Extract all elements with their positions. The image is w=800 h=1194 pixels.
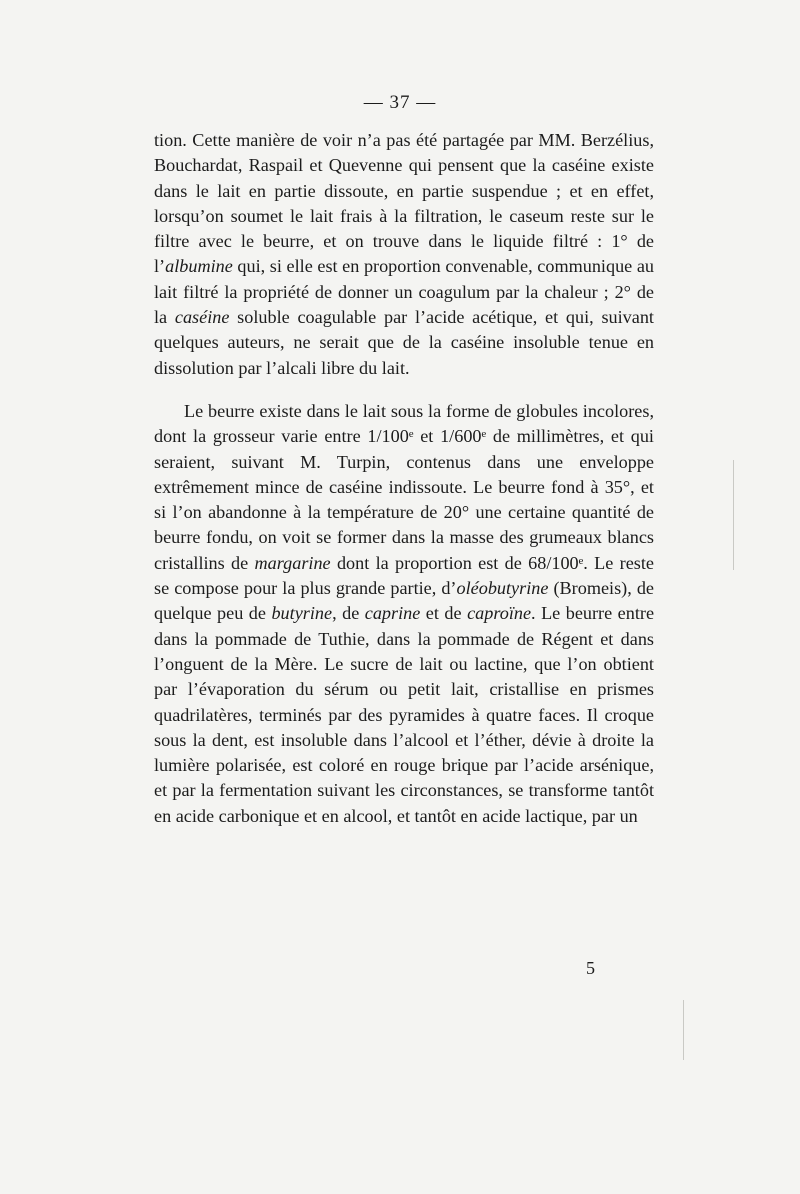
italic-term: butyrine xyxy=(271,603,333,624)
paper-mark xyxy=(683,1000,684,1060)
paper-mark xyxy=(733,460,734,570)
paragraph xyxy=(154,399,654,829)
body-text xyxy=(154,128,654,829)
text-run: dont la proportion est de 68/100ᵉ. Le reste se compose pour la plus grande partie, d’ xyxy=(154,552,654,599)
signature-mark: 5 xyxy=(586,958,595,978)
paragraph xyxy=(154,128,654,381)
text-run: , de xyxy=(332,603,365,624)
italic-term: margarine xyxy=(254,552,331,573)
text-run: tion. Cette manière de voir n’a pas été partagée par MM. Berzélius, Bouchardat, Raspail et Quevenne qui pensent que la caséine existe dans le lait en partie dissoute, en partie suspendue ; et en effet, lorsqu’on soumet le lait frais à la filtration, le caseum reste sur le filtre avec le beurre, et on trouve dans le liquide filtré : 1° de l’ xyxy=(154,130,654,277)
italic-term: albumine xyxy=(165,256,233,277)
italic-term: caséine xyxy=(174,307,230,328)
text-run: qui, si elle est en proportion convenable, communique au lait filtré la propriété de donner un coagulum par la chaleur ; 2° de la xyxy=(154,256,654,328)
italic-term: caproïne xyxy=(467,603,532,624)
page-number: — 37 — xyxy=(363,92,437,113)
text-run: soluble coagulable par l’acide acétique, et qui, suivant quelques auteurs, ne serait que de la caséine insoluble tenue en dissolution par l’alcali libre du lait. xyxy=(154,307,654,378)
text-run: Le beurre existe dans le lait sous la forme de globules incolores, dont la grosseur varie entre 1/100ᵉ et 1/600ᵉ de millimètres, et qui seraient, suivant M. Turpin, contenus dans une enveloppe extrêmement mince de caséine indissoute. Le beurre fond à 35°, et si l’on abandonne à la température de 20° une certaine quantité de beurre fondu, on voit se former dans la masse des grumeaux blancs cristallins de xyxy=(154,400,654,573)
italic-term: caprine xyxy=(364,603,421,624)
text-run: et de xyxy=(420,603,468,624)
text-run: (Bromeis), de quelque peu de xyxy=(154,578,654,624)
text-run: . Le beurre entre dans la pommade de Tuthie, dans la pommade de Régent et dans l’onguent de la Mère. Le sucre de lait ou lactine, que l’on obtient par l’évaporation du sérum ou petit lait, cristallise en prismes quadrilatères, terminés par des pyramides à quatre faces. Il croque sous la dent, est insoluble dans l’alcool et l’éther, dévie à droite la lumière polarisée, est coloré en rouge brique par l’acide arsénique, et par la fermentation suivant les circonstances, se transforme tantôt en acide carbonique et en alcool, et tantôt en acide lactique, par un xyxy=(154,603,655,826)
italic-term: oléobutyrine xyxy=(456,578,549,599)
